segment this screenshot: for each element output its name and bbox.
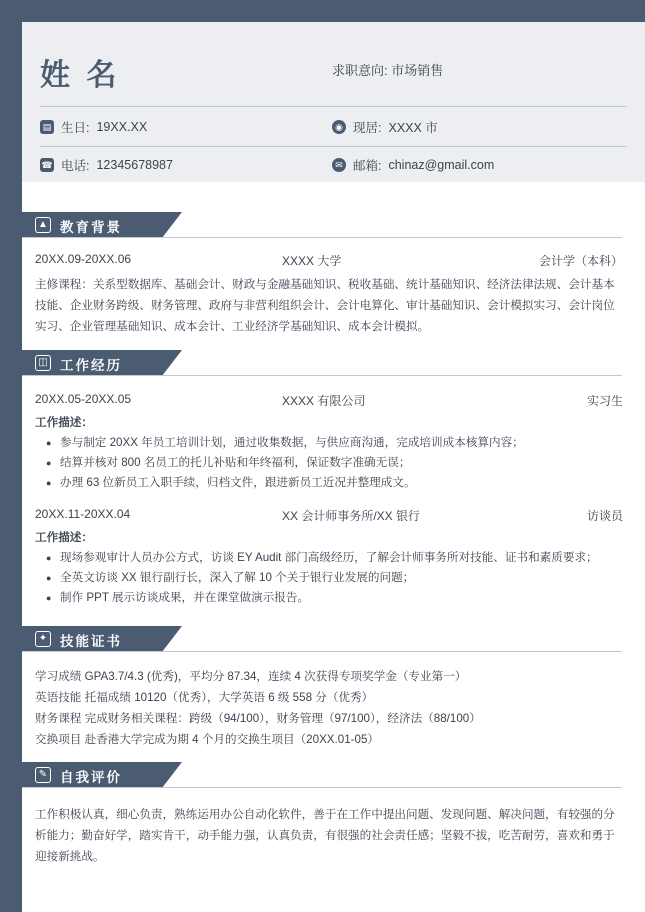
work-job-2-header — [22, 507, 645, 525]
work-job-1-period: 20XX.05-20XX.05 — [35, 392, 132, 406]
contact-phone — [40, 156, 173, 174]
top-accent-bar — [22, 0, 645, 22]
header-divider-1 — [40, 106, 627, 107]
skills-list — [22, 666, 645, 750]
phone-icon: ☎ — [41, 160, 53, 170]
contact-email-label: 邮箱: — [353, 159, 382, 173]
certificate-icon: ✦ — [35, 631, 51, 647]
education-school: XXXX 大学 — [282, 254, 342, 268]
skills-title: 技能证书 — [60, 634, 122, 649]
job-intent-label: 求职意向: — [332, 63, 388, 78]
list-item: ● 现场参观审计人员办公方式，访谈 EY Audit 部门高级经历，了解会计师事务所对技能、证书和素质要求； — [60, 548, 645, 568]
list-item: ● 结算并核对 800 名员工的托儿补贴和年终福利，保证数字准确无误； — [60, 453, 645, 473]
education-banner — [22, 212, 182, 238]
work-job-2-desc-label: 工作描述： — [35, 531, 93, 544]
contact-phone-value: 12345678987 — [96, 158, 173, 172]
contact-birthday-label: 生日: — [61, 121, 90, 135]
skills-rule — [22, 651, 622, 652]
section-work — [22, 350, 645, 608]
work-job-1-desc-label: 工作描述： — [35, 416, 93, 429]
header-divider-2 — [40, 146, 627, 147]
education-rule — [22, 237, 622, 238]
contact-location-value: XXXX 市 — [388, 121, 438, 135]
contact-location-label: 现居: — [353, 121, 382, 135]
graduation-cap-icon: ▲ — [35, 217, 51, 233]
work-job-2-bullets — [22, 548, 645, 608]
candidate-name: 姓 名 — [40, 59, 121, 92]
section-education — [22, 212, 645, 337]
list-item: 学习成绩 GPA3.7/4.3 (优秀)，平均分 87.34，连续 4 次获得专项奖学金（专业第一） — [35, 670, 467, 683]
work-rule — [22, 375, 622, 376]
job-intent-value: 市场销售 — [391, 63, 444, 78]
briefcase-icon: ◫ — [35, 355, 51, 371]
job-intent — [332, 60, 443, 79]
contact-location — [332, 118, 438, 136]
list-item: 交换项目 赴香港大学完成为期 4 个月的交换生项目（20XX.01-05） — [35, 733, 380, 746]
evaluation-title: 自我评价 — [60, 770, 122, 785]
mail-icon: ✉ — [332, 158, 346, 172]
contact-birthday-value: 19XX.XX — [96, 120, 148, 134]
work-job-1-company: XXXX 有限公司 — [282, 394, 366, 408]
contact-email — [332, 156, 494, 174]
education-courses: 主修课程：关系型数据库、基础会计、财政与金融基础知识、税收基础、统计基础知识、经济法律法规、会计基本技能、企业财务跨级、财务管理、政府与非营利组织会计、会计电算化、审计基础知识、会计模拟实习、会计岗位实习、企业管理基础知识、成本会计、工业经济学基础知识、成本会计模拟。 — [35, 278, 615, 333]
contact-birthday — [40, 118, 147, 136]
work-job-1-bullets — [22, 433, 645, 493]
list-item: ● 全英文访谈 XX 银行副行长，深入了解 10 个关于银行业发展的问题； — [60, 568, 645, 588]
work-job-1-role: 实习生 — [586, 394, 623, 408]
work-job-2-period: 20XX.11-20XX.04 — [35, 507, 131, 521]
left-accent-strip — [0, 0, 22, 912]
skills-banner — [22, 626, 182, 652]
list-item: 英语技能 托福成绩 10120（优秀），大学英语 6 级 558 分（优秀） — [35, 691, 374, 704]
work-job-2 — [22, 507, 645, 608]
work-job-2-company: XX 会计师事务所/XX 银行 — [282, 509, 421, 523]
education-title: 教育背景 — [60, 220, 122, 235]
evaluation-banner — [22, 762, 182, 788]
list-item: ● 参与制定 20XX 年员工培训计划，通过收集数据，与供应商沟通，完成培训成本核算内容； — [60, 433, 645, 453]
contact-email-value: chinaz@gmail.com — [388, 158, 495, 172]
list-item: ● 办理 63 位新员工入职手续，归档文件，跟进新员工近况并整理成文。 — [60, 473, 645, 493]
pencil-icon: ✎ — [35, 767, 51, 783]
evaluation-text: 工作积极认真，细心负责，熟练运用办公自动化软件，善于在工作中提出问题、发现问题、解决问题，有较强的分析能力；勤奋好学，踏实肯干，动手能力强，认真负责，有很强的社会责任感；坚毅不拔，吃苦耐劳，喜欢和勇于迎接新挑战。 — [35, 808, 615, 863]
section-skills — [22, 626, 645, 750]
education-degree: 会计学（本科） — [538, 254, 623, 268]
list-item: ● 制作 PPT 展示访谈成果，并在课堂做演示报告。 — [60, 588, 645, 608]
work-job-2-role: 访谈员 — [586, 509, 623, 523]
work-job-1-header — [22, 392, 645, 410]
education-entry-header — [22, 252, 645, 270]
work-banner — [22, 350, 182, 376]
location-pin-icon: ◉ — [332, 120, 346, 134]
header-panel — [22, 22, 645, 182]
section-evaluation — [22, 762, 645, 867]
contact-phone-label: 电话: — [61, 159, 90, 173]
work-title: 工作经历 — [60, 358, 122, 373]
list-item: 财务课程 完成财务相关课程：跨级（94/100），财务管理（97/100），经济法（88/100） — [35, 712, 481, 725]
evaluation-rule — [22, 787, 622, 788]
calendar-icon: ▤ — [40, 120, 54, 134]
work-job-1 — [22, 392, 645, 493]
education-period: 20XX.09-20XX.06 — [35, 252, 132, 266]
